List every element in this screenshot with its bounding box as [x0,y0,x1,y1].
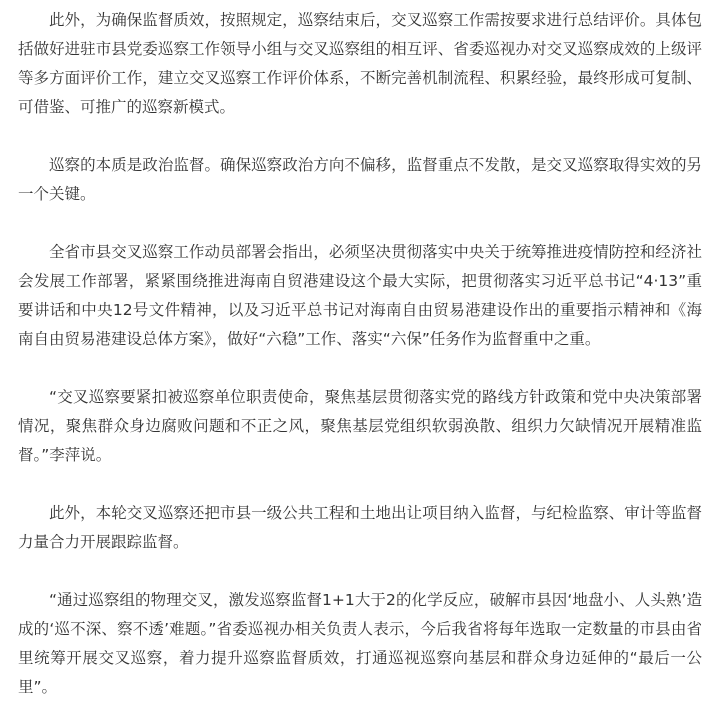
article-body [18,6,702,702]
paragraph-quote-li-ping: “交叉巡察要紧扣被巡察单位职责使命，聚焦基层贯彻落实党的路线方针政策和党中央决策部署情况，聚焦群众身边腐败问题和不正之风，聚焦基层党组织软弱涣散、组织力欠缺情况开展精准监督。”李萍说。 [18,388,702,464]
paragraph-evaluation: 此外，为确保监督质效，按照规定，巡察结束后，交叉巡察工作需按要求进行总结评价。具体包括做好进驻市县党委巡察工作领导小组与交叉巡察组的相互评、省委巡视办对交叉巡察成效的上级评等多方面评价工作，建立交叉巡察工作评价体系，不断完善机制流程、积累经验，最终形成可复制、可借鉴、可推广的巡察新模式。 [18,11,702,116]
paragraph-political-supervision: 巡察的本质是政治监督。确保巡察政治方向不偏移，监督重点不发散，是交叉巡察取得实效的另一个关键。 [18,156,702,203]
paragraph-mobilization-meeting: 全省市县交叉巡察工作动员部署会指出，必须坚决贯彻落实中央关于统筹推进疫情防控和经济社会发展工作部署，紧紧围绕推进海南自贸港建设这个最大实际，把贯彻落实习近平总书记“4·13”重要讲话和中央12号文件精神，以及习近平总书记对海南自由贸易港建设作出的重要指示精神和《海南自由贸易港建设总体方案》，做好“六稳”工作、落实“六保”任务作为监督重中之重。 [18,243,702,348]
paragraph-cross-inspection-effect: “通过巡察组的物理交叉，激发巡察监督1+1大于2的化学反应，破解市县因‘地盘小、人头熟’造成的‘巡不深、察不透’难题。”省委巡视办相关负责人表示，今后我省将每年选取一定数量的市县由省里统筹开展交叉巡察，着力提升巡察监督质效，打通巡视巡察向基层和群众身边延伸的“最后一公里”。 [18,591,702,696]
paragraph-public-works: 此外，本轮交叉巡察还把市县一级公共工程和土地出让项目纳入监督，与纪检监察、审计等监督力量合力开展跟踪监督。 [18,504,702,551]
